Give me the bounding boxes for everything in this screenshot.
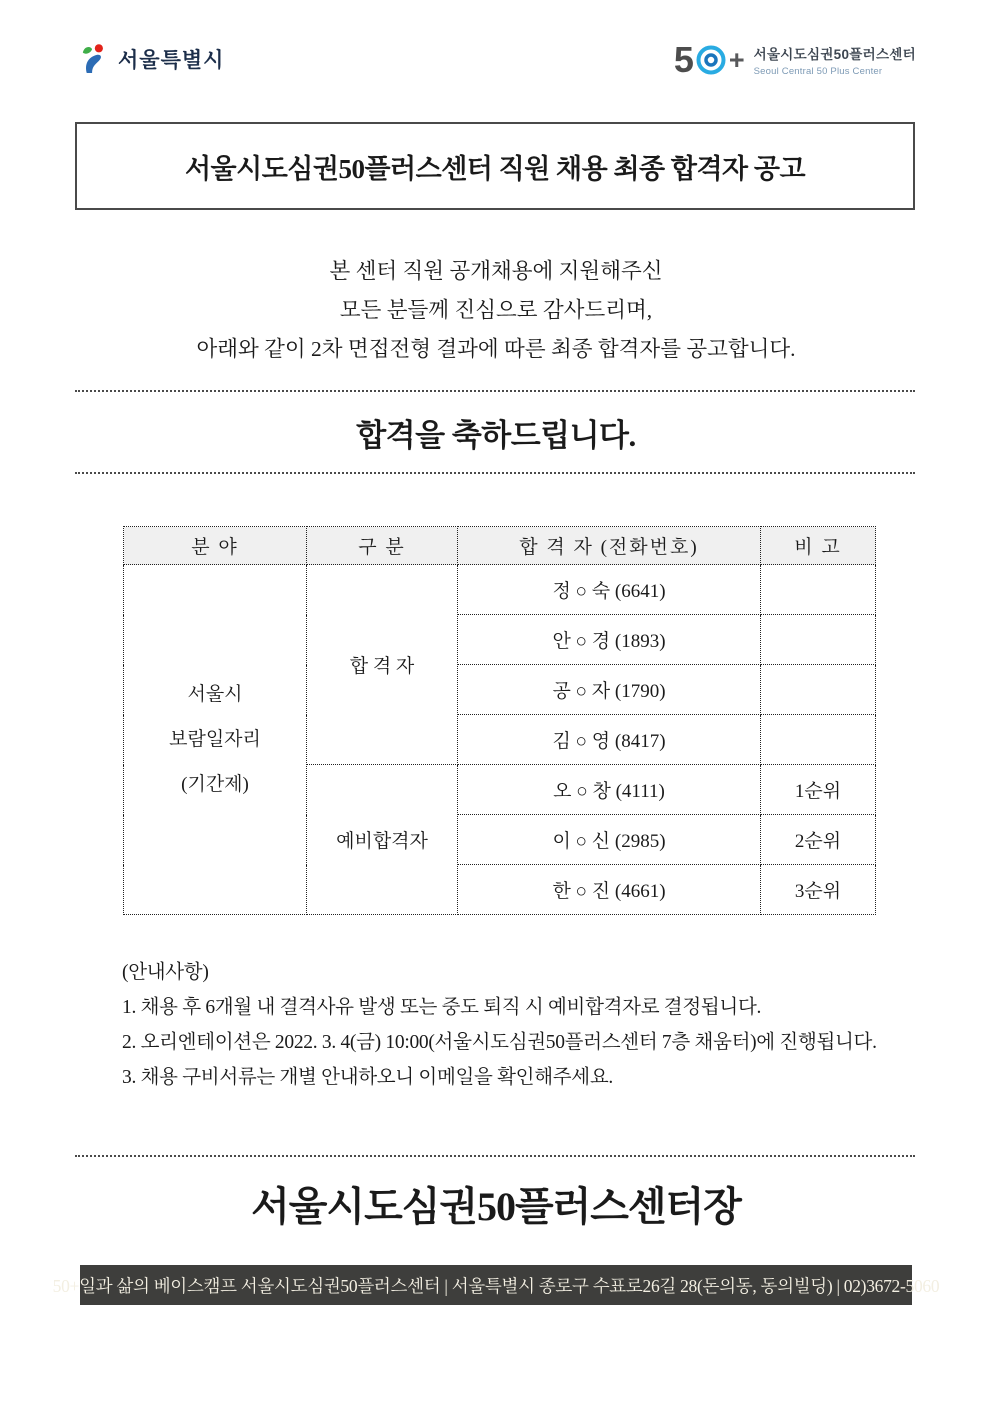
- title-box: [75, 122, 915, 210]
- remarks-cell: [761, 615, 876, 665]
- seoul-symbol-icon: [78, 42, 111, 75]
- remarks-cell: 1순위: [761, 765, 876, 815]
- column-header-field: 분 야: [124, 527, 307, 565]
- remarks-cell: [761, 565, 876, 615]
- remarks-cell: 3순위: [761, 865, 876, 915]
- footer-text: 50+일과 삶의 베이스캠프 서울시도심권50플러스센터 | 서울특별시 종로구 수표로26길 28(돈의동, 동의빌딩) | 02)3672-5060: [52, 1275, 940, 1296]
- signature-title: 서울시도심권50플러스센터장: [251, 1184, 741, 1229]
- logo-row: [0, 0, 992, 88]
- fifty-mark-plus: +: [728, 44, 745, 75]
- notes-section: [122, 955, 915, 1095]
- notes-item-3: 3. 채용 구비서류는 개별 안내하오니 이메일을 확인해주세요.: [122, 1067, 613, 1088]
- column-header-candidate: 합 격 자 (전화번호): [458, 527, 761, 565]
- fifty-plus-center-logo: [673, 39, 916, 80]
- fifty-mark-five: 5: [673, 39, 694, 80]
- category-cell-waitlist: 예비합격자: [307, 765, 458, 915]
- fifty-logo-name-kr: 서울시도심권50플러스센터: [753, 47, 916, 62]
- candidate-cell: 한 ○ 진 (4661): [458, 865, 761, 915]
- column-header-remarks: 비 고: [761, 527, 876, 565]
- intro-line-1: 본 센터 직원 공개채용에 지원해주신: [329, 259, 663, 283]
- candidate-cell: 안 ○ 경 (1893): [458, 615, 761, 665]
- intro-paragraph: [0, 252, 992, 369]
- candidate-cell: 이 ○ 신 (2985): [458, 815, 761, 865]
- field-line-1: 서울시: [187, 684, 243, 705]
- fifty-plus-target-icon: [694, 44, 728, 76]
- remarks-cell: [761, 715, 876, 765]
- dotted-divider-signature: [75, 1155, 915, 1157]
- field-cell: [124, 565, 307, 915]
- results-table: [123, 526, 876, 915]
- remarks-cell: 2순위: [761, 815, 876, 865]
- congrats-message: 합격을 축하드립니다.: [356, 417, 636, 453]
- column-header-category: 구 분: [307, 527, 458, 565]
- field-line-2: 보람일자리: [169, 729, 261, 750]
- notes-item-1: 1. 채용 후 6개월 내 결격사유 발생 또는 중도 퇴직 시 예비합격자로 결정됩니다.: [122, 997, 762, 1018]
- dotted-divider-bottom: [75, 472, 915, 474]
- candidate-cell: 공 ○ 자 (1790): [458, 665, 761, 715]
- fifty-plus-mark: [673, 39, 745, 80]
- notes-title: (안내사항): [122, 962, 209, 983]
- seoul-logo-label: 서울특별시: [118, 48, 225, 72]
- notes-item-2: 2. 오리엔테이션은 2022. 3. 4(금) 10:00(서울시도심권50플러스센터 7층 채움터)에 진행됩니다.: [122, 1032, 877, 1053]
- intro-line-2: 모든 분들께 진심으로 감사드리며,: [339, 298, 653, 322]
- seoul-city-logo: [78, 42, 224, 75]
- intro-line-3: 아래와 같이 2차 면접전형 결과에 따른 최종 합격자를 공고합니다.: [196, 337, 796, 361]
- candidate-cell: 김 ○ 영 (8417): [458, 715, 761, 765]
- candidate-cell: 오 ○ 창 (4111): [458, 765, 761, 815]
- table-header-row: [124, 527, 876, 565]
- field-line-3: (기간제): [181, 774, 249, 795]
- candidate-cell: 정 ○ 숙 (6641): [458, 565, 761, 615]
- category-cell-passed: 합 격 자: [307, 565, 458, 765]
- fifty-logo-name-en: Seoul Central 50 Plus Center: [753, 66, 883, 77]
- remarks-cell: [761, 665, 876, 715]
- footer-bar: [52, 1265, 940, 1305]
- fifty-logo-text: [754, 43, 916, 77]
- table-row: [124, 565, 876, 615]
- page-title: 서울시도심권50플러스센터 직원 채용 최종 합격자 공고: [184, 153, 806, 184]
